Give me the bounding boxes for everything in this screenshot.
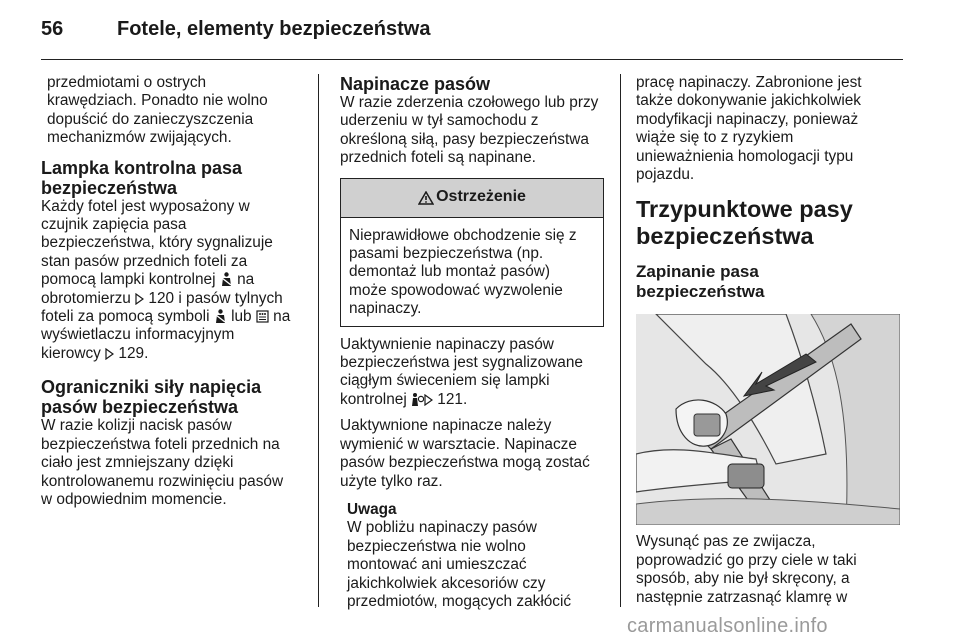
text-line: wyświetlaczu informacyjnym — [41, 326, 235, 344]
text-line: Uaktywnienie napinaczy pasów — [340, 335, 554, 353]
replace-paragraph — [340, 417, 605, 491]
text-line: foteli za pomocą symboli lub na — [41, 308, 291, 326]
text-line: mechanizmów zwijających. — [47, 129, 232, 147]
text-line: unieważnienia homologacji typu — [636, 147, 854, 165]
intro-paragraph — [41, 74, 313, 148]
text-line: uderzeniu w tył samochodu z — [340, 112, 539, 130]
text-line: obrotomierzu 120 i pasów tylnych — [41, 289, 283, 307]
text-line: pasów bezpieczeństwa mogą zostać — [340, 454, 590, 472]
section-heading-three-point-belts: Trzypunktowe pasy bezpieczeństwa — [636, 196, 853, 250]
warning-header — [341, 179, 603, 218]
text-line: czujnik zapięcia pasa — [41, 216, 187, 234]
text-line: montować ani umieszczać — [347, 556, 527, 574]
page-header — [0, 0, 960, 60]
text-line: kierowcy 129. — [41, 344, 149, 362]
text-line: użyte tylko raz. — [340, 472, 443, 490]
text-line: modyfikacji napinaczy, ponieważ — [636, 110, 859, 128]
text-line: kontrolowanemu rozwinięciu pasów — [41, 472, 284, 490]
note-block — [340, 501, 605, 611]
text-line: Nieprawidłowe obchodzenie się z — [349, 226, 577, 244]
text-line: w odpowiednim momencie. — [41, 490, 227, 508]
text-line: przedmiotów, mogących zakłócić — [347, 592, 572, 610]
pretensioner-intro — [340, 94, 605, 168]
limiter-paragraph — [41, 417, 313, 509]
text-line: określoną siłą, pasy bezpieczeństwa — [340, 130, 589, 148]
column-divider-2 — [620, 74, 621, 607]
text-line: pojazdu. — [636, 166, 695, 184]
warning-box — [340, 178, 604, 327]
airbag-warning-icon — [411, 392, 424, 407]
page-title: Fotele, elementy bezpieczeństwa — [117, 18, 431, 40]
text-line: wiąże się to z ryzykiem — [636, 129, 794, 147]
rear-seat-belt-icon — [256, 309, 269, 324]
note-title: Uwaga — [347, 500, 397, 518]
text-line: Uaktywnione napinacze należy — [340, 417, 552, 435]
lamp-paragraph — [41, 198, 313, 364]
text-line: ciągłym świeceniem się lampki — [340, 372, 550, 390]
warning-title: Ostrzeżenie — [436, 188, 526, 206]
page-reference-icon — [135, 293, 144, 305]
text-line: Wysunąć pas ze zwijacza, — [636, 533, 816, 551]
section-heading-lamp: Lampka kontrolna pasa bezpieczeństwa — [41, 157, 243, 198]
fastening-instructions — [636, 533, 906, 607]
text-line: następnie zatrzasnąć klamrę w — [636, 588, 848, 606]
text-line: przednich foteli są napinane. — [340, 149, 536, 167]
text-line: dopuścić do zanieczyszczenia — [47, 110, 254, 128]
text-line: W razie zderzenia czołowego lub przy — [340, 94, 599, 111]
seatbelt-illustration — [636, 314, 900, 525]
text-line: demontaż lub montaż pasów) — [349, 263, 551, 281]
column-2 — [340, 74, 605, 611]
seatbelt-warning-icon — [220, 272, 233, 287]
text-line: pasami bezpieczeństwa (np. — [349, 245, 544, 263]
text-line: napinaczy. — [349, 300, 422, 318]
column-3 — [636, 74, 906, 607]
text-line: bezpieczeństwa, który sygnalizuje — [41, 234, 273, 252]
text-line: W pobliżu napinaczy pasów — [347, 519, 537, 537]
warning-body — [341, 218, 603, 326]
text-line: sposób, aby nie był skręcony, a — [636, 570, 850, 588]
text-line: pracę napinaczy. Zabronione jest — [636, 74, 862, 91]
text-line: bezpieczeństwa jest sygnalizowane — [340, 354, 583, 372]
page-reference-icon — [424, 394, 433, 406]
activation-paragraph — [340, 336, 605, 410]
text-line: bezpieczeństwa foteli przednich na — [41, 435, 280, 453]
text-line: krawędziach. Ponadto nie wolno — [47, 92, 268, 110]
seatbelt-warning-icon — [214, 309, 227, 324]
page-reference-icon — [105, 348, 114, 360]
text-line: wymienić w warsztacie. Napinacze — [340, 435, 577, 453]
text-line: także dokonywanie jakichkolwiek — [636, 92, 861, 110]
text-line: poprowadzić go przy ciele w taki — [636, 551, 857, 569]
text-line: bezpieczeństwa nie wolno — [347, 537, 526, 555]
continued-note — [636, 74, 906, 184]
watermark: carmanualsonline.info — [627, 615, 828, 637]
text-line: przedmiotami o ostrych — [47, 74, 207, 91]
text-line: może spowodować wyzwolenie — [349, 281, 563, 299]
seatbelt-drawing — [636, 314, 900, 525]
section-heading-limiter: Ograniczniki siły napięcia pasów bezpieczeństwa — [41, 377, 262, 418]
section-heading-pretensioners: Napinacze pasów — [340, 74, 491, 94]
warning-triangle-icon — [418, 191, 434, 205]
text-line: kontrolnej 121. — [340, 390, 468, 408]
column-1 — [41, 74, 313, 509]
text-line: pomocą lampki kontrolnej na — [41, 271, 255, 289]
subheading-fastening: Zapinanie pasa bezpieczeństwa — [636, 262, 765, 302]
column-divider-1 — [318, 74, 319, 607]
page-number: 56 — [41, 18, 64, 40]
header-divider — [41, 59, 903, 60]
text-line: ciało jest zmniejszany dzięki — [41, 454, 234, 472]
text-line: jakichkolwiek akcesoriów czy — [347, 574, 546, 592]
text-line: stan pasów przednich foteli za — [41, 252, 248, 270]
text-line: Każdy fotel jest wyposażony w — [41, 197, 250, 215]
text-line: W razie kolizji nacisk pasów — [41, 417, 232, 435]
